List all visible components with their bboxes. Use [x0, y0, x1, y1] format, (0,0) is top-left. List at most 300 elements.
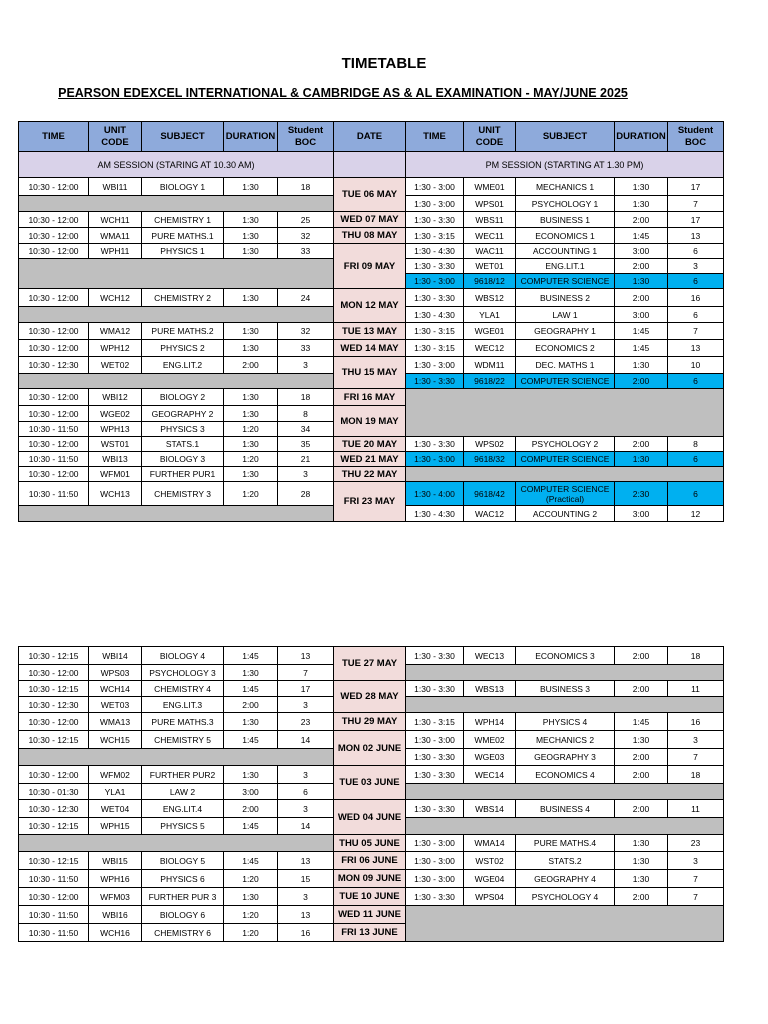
am-code: WET04 — [89, 800, 142, 818]
am-subject: ENG.LIT.2 — [142, 357, 224, 374]
date-cell: MON 19 MAY — [334, 406, 406, 437]
am-boc: 3 — [278, 800, 334, 818]
am-duration: 1:30 — [224, 289, 278, 307]
empty-slot — [19, 374, 334, 389]
pm-time: 1:30 - 3:30 — [406, 888, 464, 906]
col-subject: SUBJECT — [516, 122, 615, 152]
am-code: WPS03 — [89, 665, 142, 681]
am-boc: 14 — [278, 818, 334, 835]
pm-boc: 17 — [668, 212, 724, 228]
pm-code: WGE04 — [464, 870, 516, 888]
table-row — [19, 289, 724, 307]
am-boc: 3 — [278, 697, 334, 713]
pm-time: 1:30 - 3:00 — [406, 835, 464, 852]
am-code: WPH11 — [89, 244, 142, 259]
page-title: TIMETABLE — [341, 55, 427, 72]
am-code: WPH16 — [89, 870, 142, 888]
empty-slot — [19, 506, 334, 522]
col-time: TIME — [406, 122, 464, 152]
col-boc: Student BOC — [278, 122, 334, 152]
am-code: WCH14 — [89, 681, 142, 697]
empty-slot — [19, 259, 334, 289]
am-boc: 13 — [278, 647, 334, 665]
pm-duration: 2:00 — [615, 437, 668, 452]
table-row — [19, 389, 724, 406]
pm-boc: 7 — [668, 323, 724, 340]
table-row — [19, 800, 724, 818]
am-time: 10:30 - 12:00 — [19, 212, 89, 228]
pm-time: 1:30 - 3:00 — [406, 731, 464, 749]
pm-code: WBS12 — [464, 289, 516, 307]
am-boc: 18 — [278, 178, 334, 196]
pm-code: WGE01 — [464, 323, 516, 340]
pm-duration: 2:00 — [615, 888, 668, 906]
am-subject: PHYSICS 3 — [142, 422, 224, 437]
am-boc: 16 — [278, 924, 334, 942]
am-subject: PURE MATHS.2 — [142, 323, 224, 340]
am-subject: PURE MATHS.1 — [142, 228, 224, 244]
pm-subject: GEOGRAPHY 1 — [516, 323, 615, 340]
am-code: WBI16 — [89, 906, 142, 924]
date-cell: WED 14 MAY — [334, 340, 406, 357]
pm-code: YLA1 — [464, 307, 516, 323]
date-cell: THU 15 MAY — [334, 357, 406, 389]
am-subject: BIOLOGY 3 — [142, 452, 224, 467]
am-duration: 1:20 — [224, 870, 278, 888]
pm-code: WDM11 — [464, 357, 516, 374]
am-subject: CHEMISTRY 3 — [142, 482, 224, 506]
pm-time: 1:30 - 3:30 — [406, 766, 464, 784]
am-boc: 18 — [278, 389, 334, 406]
pm-boc: 13 — [668, 228, 724, 244]
pm-subject: LAW 1 — [516, 307, 615, 323]
pm-time: 1:30 - 3:00 — [406, 852, 464, 870]
pm-time: 1:30 - 3:30 — [406, 289, 464, 307]
pm-time: 1:30 - 3:15 — [406, 340, 464, 357]
empty-slot — [19, 307, 334, 323]
am-code: WCH13 — [89, 482, 142, 506]
date-cell: THU 22 MAY — [334, 467, 406, 482]
am-time: 10:30 - 11:50 — [19, 906, 89, 924]
am-boc: 15 — [278, 870, 334, 888]
am-duration: 1:45 — [224, 647, 278, 665]
am-code: WGE02 — [89, 406, 142, 422]
am-time: 10:30 - 11:50 — [19, 870, 89, 888]
pm-duration: 2:00 — [615, 800, 668, 818]
pm-duration: 2:00 — [615, 681, 668, 697]
date-cell: FRI 16 MAY — [334, 389, 406, 406]
am-duration: 2:00 — [224, 697, 278, 713]
am-duration: 1:30 — [224, 665, 278, 681]
date-cell: WED 21 MAY — [334, 452, 406, 467]
am-boc: 21 — [278, 452, 334, 467]
table-row — [19, 852, 724, 870]
pm-duration: 2:00 — [615, 766, 668, 784]
am-time: 10:30 - 12:15 — [19, 818, 89, 835]
am-code: WPH12 — [89, 340, 142, 357]
am-code: YLA1 — [89, 784, 142, 800]
col-subject: SUBJECT — [142, 122, 224, 152]
table-row — [19, 357, 724, 374]
pm-time: 1:30 - 3:15 — [406, 713, 464, 731]
pm-time: 1:30 - 3:00 — [406, 178, 464, 196]
am-boc: 23 — [278, 713, 334, 731]
pm-code: WPS01 — [464, 196, 516, 212]
am-subject: ENG.LIT.4 — [142, 800, 224, 818]
am-duration: 1:30 — [224, 323, 278, 340]
am-duration: 1:30 — [224, 228, 278, 244]
pm-subject: GEOGRAPHY 3 — [516, 749, 615, 766]
pm-duration: 2:00 — [615, 749, 668, 766]
pm-subject: BUSINESS 1 — [516, 212, 615, 228]
am-time: 10:30 - 11:50 — [19, 422, 89, 437]
am-time: 10:30 - 12:00 — [19, 888, 89, 906]
date-cell: WED 04 JUNE — [334, 800, 406, 835]
am-subject: PURE MATHS.3 — [142, 713, 224, 731]
am-boc: 6 — [278, 784, 334, 800]
timetable-june — [18, 646, 724, 942]
pm-boc: 3 — [668, 731, 724, 749]
pm-code: WEC12 — [464, 340, 516, 357]
am-boc: 8 — [278, 406, 334, 422]
pm-subject: BUSINESS 3 — [516, 681, 615, 697]
am-time: 10:30 - 12:00 — [19, 323, 89, 340]
am-boc: 3 — [278, 766, 334, 784]
am-time: 10:30 - 12:15 — [19, 681, 89, 697]
am-subject: ENG.LIT.3 — [142, 697, 224, 713]
pm-time: 1:30 - 3:30 — [406, 374, 464, 389]
am-duration: 1:30 — [224, 212, 278, 228]
table-row — [19, 437, 724, 452]
pm-subject: ECONOMICS 4 — [516, 766, 615, 784]
session-spacer — [334, 152, 406, 178]
am-subject: FURTHER PUR 3 — [142, 888, 224, 906]
am-code: WFM02 — [89, 766, 142, 784]
date-cell: TUE 06 MAY — [334, 178, 406, 212]
pm-boc: 17 — [668, 178, 724, 196]
am-subject: STATS.1 — [142, 437, 224, 452]
am-subject: FURTHER PUR1 — [142, 467, 224, 482]
pm-time: 1:30 - 3:30 — [406, 800, 464, 818]
am-boc: 17 — [278, 681, 334, 697]
am-boc: 34 — [278, 422, 334, 437]
pm-boc: 16 — [668, 289, 724, 307]
am-boc: 33 — [278, 340, 334, 357]
pm-code: WAC12 — [464, 506, 516, 522]
pm-time: 1:30 - 3:30 — [406, 647, 464, 665]
pm-duration: 2:00 — [615, 374, 668, 389]
pm-duration: 2:00 — [615, 647, 668, 665]
am-duration: 1:20 — [224, 452, 278, 467]
am-duration: 1:30 — [224, 340, 278, 357]
date-cell: TUE 10 JUNE — [334, 888, 406, 906]
pm-duration: 3:00 — [615, 307, 668, 323]
am-boc: 3 — [278, 357, 334, 374]
pm-time: 1:30 - 3:30 — [406, 681, 464, 697]
am-subject: BIOLOGY 4 — [142, 647, 224, 665]
empty-slot — [406, 389, 724, 437]
pm-duration: 1:30 — [615, 178, 668, 196]
am-time: 10:30 - 12:00 — [19, 766, 89, 784]
col-time: TIME — [19, 122, 89, 152]
am-subject: CHEMISTRY 2 — [142, 289, 224, 307]
pm-subject: STATS.2 — [516, 852, 615, 870]
pm-code: WPS04 — [464, 888, 516, 906]
pm-time: 1:30 - 3:30 — [406, 259, 464, 274]
am-time: 10:30 - 12:15 — [19, 852, 89, 870]
pm-subject: PSYCHOLOGY 1 — [516, 196, 615, 212]
am-duration: 3:00 — [224, 784, 278, 800]
pm-time: 1:30 - 4:00 — [406, 482, 464, 506]
pm-code: WGE03 — [464, 749, 516, 766]
am-code: WBI11 — [89, 178, 142, 196]
date-cell: MON 02 JUNE — [334, 731, 406, 766]
pm-subject: PSYCHOLOGY 2 — [516, 437, 615, 452]
pm-code: WBS13 — [464, 681, 516, 697]
pm-duration: 3:00 — [615, 244, 668, 259]
am-time: 10:30 - 12:00 — [19, 467, 89, 482]
table-row — [19, 178, 724, 196]
am-time: 10:30 - 11:50 — [19, 452, 89, 467]
am-duration: 2:00 — [224, 357, 278, 374]
date-cell: FRI 09 MAY — [334, 244, 406, 289]
pm-code: WAC11 — [464, 244, 516, 259]
pm-subject: BUSINESS 2 — [516, 289, 615, 307]
am-time: 10:30 - 12:00 — [19, 244, 89, 259]
date-cell: WED 11 JUNE — [334, 906, 406, 924]
am-time: 10:30 - 12:15 — [19, 647, 89, 665]
am-code: WCH11 — [89, 212, 142, 228]
pm-duration: 1:45 — [615, 228, 668, 244]
table-row — [19, 212, 724, 228]
am-duration: 1:20 — [224, 924, 278, 942]
am-duration: 1:20 — [224, 906, 278, 924]
pm-subject: ECONOMICS 2 — [516, 340, 615, 357]
pm-duration: 3:00 — [615, 506, 668, 522]
am-boc: 14 — [278, 731, 334, 749]
pm-boc: 7 — [668, 870, 724, 888]
am-boc: 33 — [278, 244, 334, 259]
am-code: WMA12 — [89, 323, 142, 340]
am-code: WPH13 — [89, 422, 142, 437]
empty-slot — [406, 784, 724, 800]
am-code: WBI14 — [89, 647, 142, 665]
pm-subject: ECONOMICS 3 — [516, 647, 615, 665]
am-time: 10:30 - 12:30 — [19, 800, 89, 818]
am-subject: PHYSICS 6 — [142, 870, 224, 888]
session-row — [19, 152, 724, 178]
empty-slot — [406, 906, 724, 942]
date-cell: FRI 13 JUNE — [334, 924, 406, 942]
table-row — [19, 482, 724, 506]
pm-subject: BUSINESS 4 — [516, 800, 615, 818]
am-subject: FURTHER PUR2 — [142, 766, 224, 784]
pm-boc: 7 — [668, 888, 724, 906]
pm-boc: 18 — [668, 647, 724, 665]
table-row — [19, 467, 724, 482]
date-cell: TUE 27 MAY — [334, 647, 406, 681]
timetable-may — [18, 121, 724, 522]
pm-boc: 6 — [668, 274, 724, 289]
pm-time: 1:30 - 3:30 — [406, 437, 464, 452]
pm-duration: 2:00 — [615, 289, 668, 307]
am-duration: 1:30 — [224, 178, 278, 196]
pm-time: 1:30 - 4:30 — [406, 244, 464, 259]
pm-boc: 18 — [668, 766, 724, 784]
pm-boc: 6 — [668, 482, 724, 506]
am-duration: 1:30 — [224, 713, 278, 731]
table-row — [19, 681, 724, 697]
col-boc: Student BOC — [668, 122, 724, 152]
pm-duration: 1:45 — [615, 323, 668, 340]
pm-time: 1:30 - 3:00 — [406, 870, 464, 888]
am-boc: 32 — [278, 228, 334, 244]
pm-code: WEC11 — [464, 228, 516, 244]
table-row — [19, 452, 724, 467]
table-row — [19, 835, 724, 852]
am-duration: 1:20 — [224, 422, 278, 437]
pm-time: 1:30 - 3:30 — [406, 749, 464, 766]
am-time: 10:30 - 12:00 — [19, 665, 89, 681]
am-boc: 25 — [278, 212, 334, 228]
am-subject: BIOLOGY 2 — [142, 389, 224, 406]
am-duration: 1:45 — [224, 681, 278, 697]
am-code: WCH15 — [89, 731, 142, 749]
am-session-label: AM SESSION (STARING AT 10.30 AM) — [19, 152, 334, 178]
pm-subject: ACCOUNTING 1 — [516, 244, 615, 259]
pm-code: WPS02 — [464, 437, 516, 452]
table-row — [19, 647, 724, 665]
empty-slot — [406, 467, 724, 482]
pm-subject: ENG.LIT.1 — [516, 259, 615, 274]
pm-duration: 2:30 — [615, 482, 668, 506]
pm-subject: PURE MATHS.4 — [516, 835, 615, 852]
am-code: WBI12 — [89, 389, 142, 406]
am-time: 10:30 - 12:00 — [19, 178, 89, 196]
date-cell: THU 29 MAY — [334, 713, 406, 731]
am-duration: 1:45 — [224, 731, 278, 749]
pm-duration: 2:00 — [615, 212, 668, 228]
pm-time: 1:30 - 3:15 — [406, 228, 464, 244]
am-subject: CHEMISTRY 6 — [142, 924, 224, 942]
pm-boc: 16 — [668, 713, 724, 731]
pm-code: WBS14 — [464, 800, 516, 818]
pm-time: 1:30 - 3:00 — [406, 452, 464, 467]
am-duration: 2:00 — [224, 800, 278, 818]
pm-code: WMA14 — [464, 835, 516, 852]
pm-duration: 1:45 — [615, 340, 668, 357]
pm-duration: 1:30 — [615, 274, 668, 289]
am-subject: BIOLOGY 6 — [142, 906, 224, 924]
am-subject: LAW 2 — [142, 784, 224, 800]
pm-boc: 3 — [668, 259, 724, 274]
table-row — [19, 766, 724, 784]
am-code: WMA13 — [89, 713, 142, 731]
am-subject: CHEMISTRY 4 — [142, 681, 224, 697]
am-time: 10:30 - 12:00 — [19, 289, 89, 307]
pm-duration: 2:00 — [615, 259, 668, 274]
pm-duration: 1:30 — [615, 870, 668, 888]
pm-boc: 11 — [668, 800, 724, 818]
pm-subject: PHYSICS 4 — [516, 713, 615, 731]
am-code: WFM01 — [89, 467, 142, 482]
pm-boc: 8 — [668, 437, 724, 452]
pm-duration: 1:30 — [615, 835, 668, 852]
pm-boc: 7 — [668, 196, 724, 212]
pm-subject: GEOGRAPHY 4 — [516, 870, 615, 888]
am-time: 10:30 - 12:00 — [19, 389, 89, 406]
am-subject: PSYCHOLOGY 3 — [142, 665, 224, 681]
table-row — [19, 731, 724, 749]
am-duration: 1:30 — [224, 467, 278, 482]
pm-session-label: PM SESSION (STARTING AT 1.30 PM) — [406, 152, 724, 178]
pm-time: 1:30 - 3:00 — [406, 196, 464, 212]
am-boc: 3 — [278, 467, 334, 482]
am-subject: PHYSICS 5 — [142, 818, 224, 835]
date-cell: THU 05 JUNE — [334, 835, 406, 852]
date-cell: MON 09 JUNE — [334, 870, 406, 888]
am-code: WPH15 — [89, 818, 142, 835]
am-time: 10:30 - 12:00 — [19, 437, 89, 452]
pm-code: WST02 — [464, 852, 516, 870]
table-row — [19, 340, 724, 357]
empty-slot — [406, 665, 724, 681]
pm-boc: 7 — [668, 749, 724, 766]
pm-duration: 1:30 — [615, 852, 668, 870]
pm-boc: 3 — [668, 852, 724, 870]
am-duration: 1:30 — [224, 389, 278, 406]
pm-duration: 1:30 — [615, 731, 668, 749]
pm-code: 9618/32 — [464, 452, 516, 467]
date-cell: TUE 13 MAY — [334, 323, 406, 340]
am-duration: 1:30 — [224, 437, 278, 452]
am-boc: 3 — [278, 888, 334, 906]
date-cell: THU 08 MAY — [334, 228, 406, 244]
pm-boc: 6 — [668, 244, 724, 259]
am-duration: 1:30 — [224, 244, 278, 259]
header-row — [19, 122, 724, 152]
am-boc: 28 — [278, 482, 334, 506]
pm-duration: 1:30 — [615, 357, 668, 374]
pm-subject: COMPUTER SCIENCE — [516, 452, 615, 467]
pm-boc: 11 — [668, 681, 724, 697]
am-code: WMA11 — [89, 228, 142, 244]
am-boc: 35 — [278, 437, 334, 452]
pm-boc: 23 — [668, 835, 724, 852]
date-cell: FRI 23 MAY — [334, 482, 406, 522]
am-duration: 1:30 — [224, 888, 278, 906]
am-time: 10:30 - 11:50 — [19, 482, 89, 506]
pm-subject: COMPUTER SCIENCE — [516, 374, 615, 389]
am-code: WBI13 — [89, 452, 142, 467]
am-code: WET02 — [89, 357, 142, 374]
empty-slot — [406, 697, 724, 713]
date-cell: WED 07 MAY — [334, 212, 406, 228]
table-row — [19, 228, 724, 244]
am-boc: 24 — [278, 289, 334, 307]
am-duration: 1:45 — [224, 852, 278, 870]
pm-code: WEC13 — [464, 647, 516, 665]
am-code: WET03 — [89, 697, 142, 713]
pm-subject: ECONOMICS 1 — [516, 228, 615, 244]
date-cell: TUE 20 MAY — [334, 437, 406, 452]
am-subject: BIOLOGY 5 — [142, 852, 224, 870]
am-subject: GEOGRAPHY 2 — [142, 406, 224, 422]
pm-code: WET01 — [464, 259, 516, 274]
pm-boc: 12 — [668, 506, 724, 522]
pm-time: 1:30 - 3:00 — [406, 274, 464, 289]
am-duration: 1:30 — [224, 766, 278, 784]
